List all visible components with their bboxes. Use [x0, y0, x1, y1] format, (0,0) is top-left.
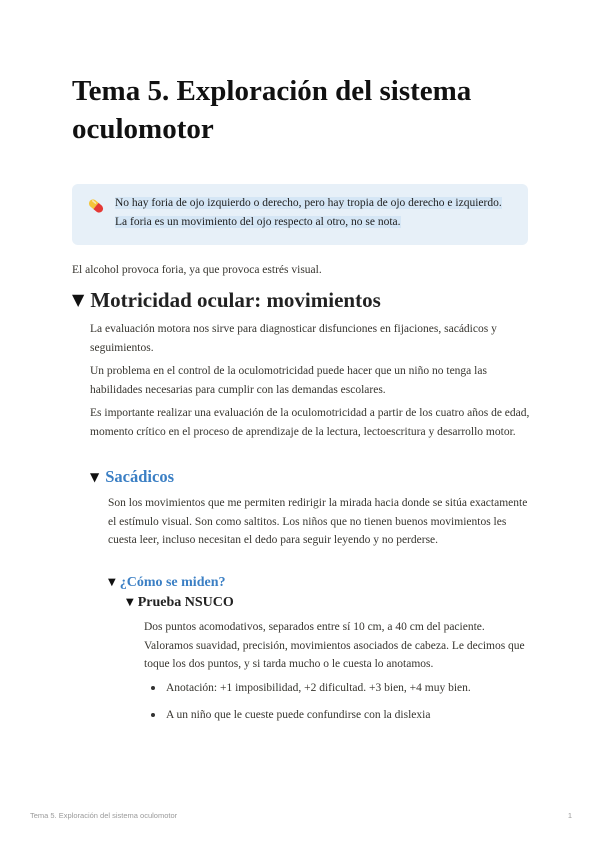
- section-heading-text: Motricidad ocular: movimientos: [90, 288, 381, 312]
- section-heading-text: ¿Cómo se miden?: [119, 575, 226, 590]
- intro-paragraph: El alcohol provoca foria, ya que provoca estrés visual.: [72, 264, 322, 276]
- toggle-triangle-icon[interactable]: ▼: [108, 577, 116, 588]
- paragraph: Son los movimientos que me permiten redirigir la mirada hacia donde se sitúa exactamente el estímulo visual. Son como saltitos. Los niños que no tienen buenos movimientos les cuesta leer, incluso necesitan el dedo para seguir leyendo y no perderse.: [108, 497, 528, 546]
- section-heading-motricidad[interactable]: [72, 286, 381, 314]
- bullet-dot-icon: [151, 686, 155, 690]
- paragraph: La evaluación motora nos sirve para diagnosticar disfunciones en fijaciones, sacádicos y seguimientos.: [90, 323, 497, 354]
- section-heading-como-se-miden[interactable]: [108, 574, 225, 592]
- paragraph: Es importante realizar una evaluación de la oculomotricidad a partir de los cuatro años de edad, momento crítico en el proceso de aprendizaje de la lectura, lectoescritura y desarrollo motor.: [90, 407, 530, 438]
- toggle-triangle-icon[interactable]: ▼: [90, 470, 100, 484]
- section-heading-prueba-nsuco[interactable]: [126, 594, 234, 612]
- pill-icon: [86, 196, 106, 216]
- list-item: [144, 706, 544, 724]
- page-number: 1: [567, 811, 572, 820]
- toggle-triangle-icon[interactable]: ▼: [126, 597, 134, 608]
- section-heading-text: Sacádicos: [105, 467, 174, 486]
- paragraph: Dos puntos acomodativos, separados entre sí 10 cm, a 40 cm del paciente. Valoramos suavidad, precisión, movimientos asociados de cabeza. Le decimos que toque los dos puntos, y si tarda mucho o le cuesta lo anotamos.: [144, 621, 525, 670]
- toggle-triangle-icon[interactable]: ▼: [72, 290, 85, 309]
- section-heading-text: Prueba NSUCO: [137, 595, 234, 610]
- bullet-list: [144, 679, 544, 733]
- page-title: Tema 5. Exploración del sistema oculomotor: [72, 75, 472, 145]
- list-item-text: A un niño que le cueste puede confundirse con la dislexia: [166, 709, 431, 721]
- bullet-dot-icon: [151, 713, 155, 717]
- list-item-text: Anotación: +1 imposibilidad, +2 dificultad. +3 bien, +4 muy bien.: [166, 682, 471, 694]
- callout-box: [72, 184, 528, 245]
- footer-title: Tema 5. Exploración del sistema oculomotor: [30, 811, 178, 820]
- section-heading-sacadicos[interactable]: [90, 465, 174, 489]
- paragraph: Un problema en el control de la oculomotricidad puede hacer que un niño no tenga las habilidades necesarias para cumplir con las demandas escolares.: [90, 365, 487, 396]
- list-item: [144, 679, 544, 697]
- callout-text: No hay foria de ojo izquierdo o derecho, pero hay tropia de ojo derecho e izquierdo. La foria es un movimiento del ojo respecto al otro, no se nota.: [115, 197, 502, 228]
